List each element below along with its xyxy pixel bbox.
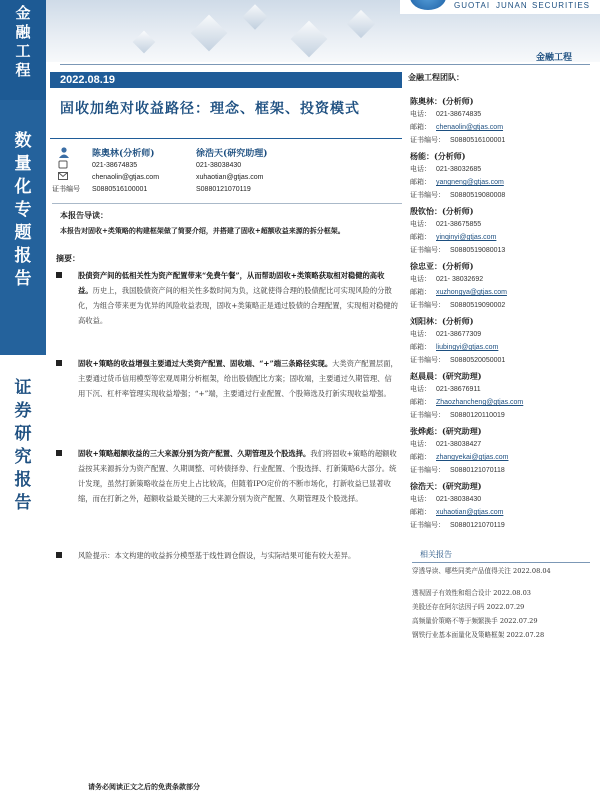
email-label: 邮箱： — [410, 288, 431, 296]
member-email-row — [410, 451, 590, 464]
report-date: 2022.08.19 — [50, 72, 402, 88]
team-member — [410, 479, 590, 532]
phone-label: 电话： — [410, 165, 431, 173]
member-cert-row — [410, 409, 590, 422]
member-phone-row — [410, 493, 590, 506]
logo-icon — [410, 0, 446, 10]
email-icon-row — [52, 172, 86, 184]
email-label: 邮箱： — [410, 453, 431, 461]
member-cert: S0880121070119 — [450, 522, 505, 529]
research-char: 究 — [14, 447, 32, 467]
related-report-item[interactable]: 穿透导读、哪些同类产品值得关注 2022.08.04 — [412, 567, 551, 575]
report-type-block — [0, 100, 46, 355]
related-report-item[interactable]: 高频量价策略不等于频繁换手 2022.07.29 — [412, 617, 538, 625]
bullet-text: 我们将固收+策略的超额收益按其来源拆分为资产配置、久期调整、可转债择券、行业配置、个股选择、打新策略6大部分。统计发现，虽然打新策略收益在历史上占比较高，但随着IPO定价的不断市场化，打新收益已显著收缩，而在打新之外，超额收益最关键的三大来源分别为资产配置、久期管理及个股选择。 — [78, 449, 397, 503]
team-member — [410, 369, 590, 422]
member-name: 徐忠亚：(分析师) — [410, 261, 474, 271]
member-name: 张烨彪：(研究助理) — [410, 426, 482, 436]
member-phone-row — [410, 328, 590, 341]
team-member — [410, 424, 590, 477]
abstract-heading: 摘要： — [56, 253, 80, 263]
email-label: 邮箱： — [410, 398, 431, 406]
diamond-decoration — [191, 15, 228, 52]
author-name: 陈奥林(分析师) — [92, 149, 155, 159]
bullet-icon — [56, 450, 62, 456]
member-cert-row — [410, 189, 590, 202]
member-phone: 021-38677309 — [436, 331, 482, 338]
email-label: 邮箱： — [410, 178, 431, 186]
author-cert: S0880516100001 — [92, 186, 148, 193]
member-phone: 021-38674835 — [436, 111, 482, 118]
diamond-decoration — [347, 10, 375, 38]
diamond-decoration — [291, 21, 328, 58]
diamond-decoration — [133, 31, 156, 54]
research-char: 证 — [14, 378, 32, 398]
divider — [50, 138, 402, 139]
diamond-decoration — [242, 4, 267, 29]
member-email-row — [410, 176, 590, 189]
cert-label: 证书编号： — [410, 356, 445, 364]
member-name: 赵晨晨：(研究助理) — [410, 371, 482, 381]
email-label: 邮箱： — [410, 123, 431, 131]
bullet-icon — [56, 360, 62, 366]
member-cert-row — [410, 354, 590, 367]
phone-label: 电话： — [410, 330, 431, 338]
research-char: 券 — [14, 401, 32, 421]
team-member — [410, 94, 590, 147]
research-char: 报 — [14, 470, 32, 490]
logo-text-guotai: GUOTAI — [454, 1, 491, 10]
phone-label: 电话： — [410, 275, 431, 283]
member-phone: 021-38675855 — [436, 221, 482, 228]
member-phone: 021-38676911 — [436, 386, 481, 393]
category-char: 融 — [15, 23, 31, 41]
member-name: 殷钦怡：(分析师) — [410, 206, 474, 216]
email-label: 邮箱： — [410, 233, 431, 241]
member-cert: S0880519080013 — [450, 247, 506, 254]
team-member — [410, 149, 590, 202]
email-label: 邮箱： — [410, 508, 431, 516]
research-report-block — [0, 355, 46, 800]
phone-label: 电话： — [410, 220, 431, 228]
author-2 — [196, 146, 268, 196]
report-type-char: 告 — [14, 269, 32, 289]
member-phone: 021- 38032692 — [436, 276, 484, 283]
member-phone-row — [410, 383, 590, 396]
author-name: 徐浩天(研究助理) — [196, 149, 268, 159]
sector-label: 金融工程 — [535, 53, 572, 63]
bullet-icon — [56, 272, 62, 278]
member-cert-row — [410, 134, 590, 147]
cert-label: 证书编号： — [410, 246, 445, 254]
bullet-text: 大类资产配置层面，主要通过货币信用模型等宏观周期分析框架，给出股债配比方案；固收端，主要通过久期管理、信用下沉、杠杆率管理实现收益增强；“+”端，主要通过行业配置、个股筛选及打新实现收益增强。 — [78, 359, 398, 398]
member-name: 刘阳林：(分析师) — [410, 316, 474, 326]
member-email[interactable]: yangneng@gtjas.com — [436, 179, 504, 186]
member-email-row — [410, 121, 590, 134]
phone-label: 电话： — [410, 110, 431, 118]
cert-label: 证书编号： — [410, 466, 445, 474]
logo-text-securities: SECURITIES — [532, 1, 591, 10]
abstract-bullet — [56, 268, 398, 328]
member-email-row — [410, 506, 590, 519]
category-block — [0, 0, 46, 100]
author-phone: 021-38674835 — [92, 162, 138, 169]
logo-text-junan: JUNAN — [496, 1, 528, 10]
header-banner — [46, 0, 600, 62]
related-report-item[interactable]: 钢铁行业基本面量化及策略框架 2022.07.28 — [412, 631, 545, 639]
related-reports-heading: 相关报告 — [412, 548, 590, 563]
member-cert-row — [410, 519, 590, 532]
member-cert-row — [410, 464, 590, 477]
member-cert: S0880520050001 — [450, 357, 506, 364]
report-type-char: 专 — [14, 200, 32, 220]
member-email-row — [410, 231, 590, 244]
member-cert: S0880519090002 — [450, 302, 506, 309]
page-title: 固收加绝对收益路径：理念、框架、投资模式 — [60, 101, 360, 117]
author-1 — [92, 146, 159, 196]
guide-text: 本报告对固收+类策略的构建框架做了简要介绍，并搭建了固收+超额收益来源的拆分框架。 — [60, 226, 345, 235]
email-icon — [58, 172, 68, 180]
member-email[interactable]: zhangyekai@gtjas.com — [436, 454, 509, 461]
cert-label: 证书编号 — [52, 186, 80, 193]
member-phone-row — [410, 438, 590, 451]
report-type-char: 数 — [14, 131, 32, 151]
member-name: 徐浩天：(研究助理) — [410, 481, 482, 491]
category-char: 工 — [15, 42, 31, 60]
bullet-icon — [56, 552, 62, 558]
cert-label: 证书编号： — [410, 191, 445, 199]
member-name: 杨能：(分析师) — [410, 151, 466, 161]
phone-label: 电话： — [410, 440, 431, 448]
member-cert: S0880120110019 — [450, 412, 505, 419]
member-email[interactable]: Zhaozhancheng@gtjas.com — [436, 399, 524, 406]
member-email[interactable]: liubingyi@gtjas.com — [436, 344, 499, 351]
member-email-row — [410, 286, 590, 299]
member-phone-row — [410, 218, 590, 231]
research-char: 告 — [14, 493, 32, 513]
bullet-text: 历史上，我国股债资产间的相关性多数时间为负，这就使得合理的股债配比可实现风险的分散化，为组合带来更为优异的风险收益表现，固收+类策略正是通过股债的合理配置，实现相对稳健的高收益。 — [78, 286, 398, 325]
author-email[interactable]: chenaolin@gtjas.com — [92, 174, 160, 181]
author-phone: 021-38038430 — [196, 162, 242, 169]
phone-label: 电话： — [410, 385, 431, 393]
report-type-char: 量 — [14, 154, 32, 174]
person-icon — [58, 146, 70, 158]
phone-icon-row — [52, 160, 86, 172]
research-char: 研 — [14, 424, 32, 444]
related-report-item[interactable]: 透视固子有效性和组合设计 2022.08.03 — [412, 589, 531, 597]
member-phone-row — [410, 163, 590, 176]
left-sidebar — [0, 0, 46, 800]
disclaimer-footer: 请务必阅读正文之后的免责条款部分 — [88, 782, 200, 791]
cert-label: 证书编号： — [410, 521, 445, 529]
cert-label: 证书编号： — [410, 136, 445, 144]
phone-label: 电话： — [410, 495, 431, 503]
email-label: 邮箱： — [410, 343, 431, 351]
team-member — [410, 259, 590, 312]
abstract-bullet — [56, 356, 398, 401]
member-phone: 021-38038427 — [436, 441, 482, 448]
team-member — [410, 314, 590, 367]
member-email-row — [410, 396, 590, 409]
abstract-bullet — [56, 446, 398, 506]
member-email-row — [410, 341, 590, 354]
company-logo — [400, 0, 600, 14]
cert-label: 证书编号： — [410, 301, 445, 309]
report-type-char: 化 — [14, 177, 32, 197]
member-phone: 021-38032685 — [436, 166, 482, 173]
member-email[interactable]: yinqinyi@gtjas.com — [436, 234, 497, 241]
risk-warning-text: 风险提示：本文构建的收益拆分模型基于线性调仓假设，与实际结果可能有较大差异。 — [78, 551, 356, 560]
team-member — [410, 204, 590, 257]
member-cert: S0880516100001 — [450, 137, 506, 144]
member-cert-row — [410, 244, 590, 257]
team-heading: 金融工程团队： — [408, 72, 464, 82]
member-email[interactable]: xuzhongya@gtjas.com — [436, 289, 507, 296]
category-char: 程 — [15, 61, 31, 79]
cert-label: 证书编号： — [410, 411, 445, 419]
author-email[interactable]: xuhaotian@gtjas.com — [196, 174, 264, 181]
author-cert: S0880121070119 — [196, 186, 251, 193]
bullet-bold: 固收+策略超额收益的三大来源分别为资产配置、久期管理及个股选择。 — [78, 449, 311, 458]
phone-icon — [58, 160, 68, 169]
member-email[interactable]: chenaolin@gtjas.com — [436, 124, 504, 131]
member-phone-row — [410, 273, 590, 286]
member-cert: S0880121070118 — [450, 467, 505, 474]
author-labels — [52, 146, 86, 196]
member-phone-row — [410, 108, 590, 121]
category-char: 金 — [15, 4, 31, 22]
related-report-item[interactable]: 美股还存在阿尔法因子吗 2022.07.29 — [412, 603, 525, 611]
member-cert-row — [410, 299, 590, 312]
abstract-bullet — [56, 548, 398, 563]
member-cert: S0880519080008 — [450, 192, 506, 199]
divider — [52, 203, 402, 204]
member-phone: 021-38038430 — [436, 496, 482, 503]
divider — [60, 64, 590, 65]
member-name: 陈奥林：(分析师) — [410, 96, 474, 106]
bullet-bold: 固收+策略的收益增强主要通过大类资产配置、固收端、“+”端三条路径实现。 — [78, 359, 333, 368]
report-type-char: 报 — [14, 246, 32, 266]
report-type-char: 题 — [14, 223, 32, 243]
member-email[interactable]: xuhaotian@gtjas.com — [436, 509, 504, 516]
guide-heading: 本报告导读： — [60, 210, 108, 220]
bullet-bold: 股债资产间的低相关性为资产配置带来“免费午餐”，从而帮助固收+类策略获取相对稳健的高收益。 — [78, 271, 385, 295]
